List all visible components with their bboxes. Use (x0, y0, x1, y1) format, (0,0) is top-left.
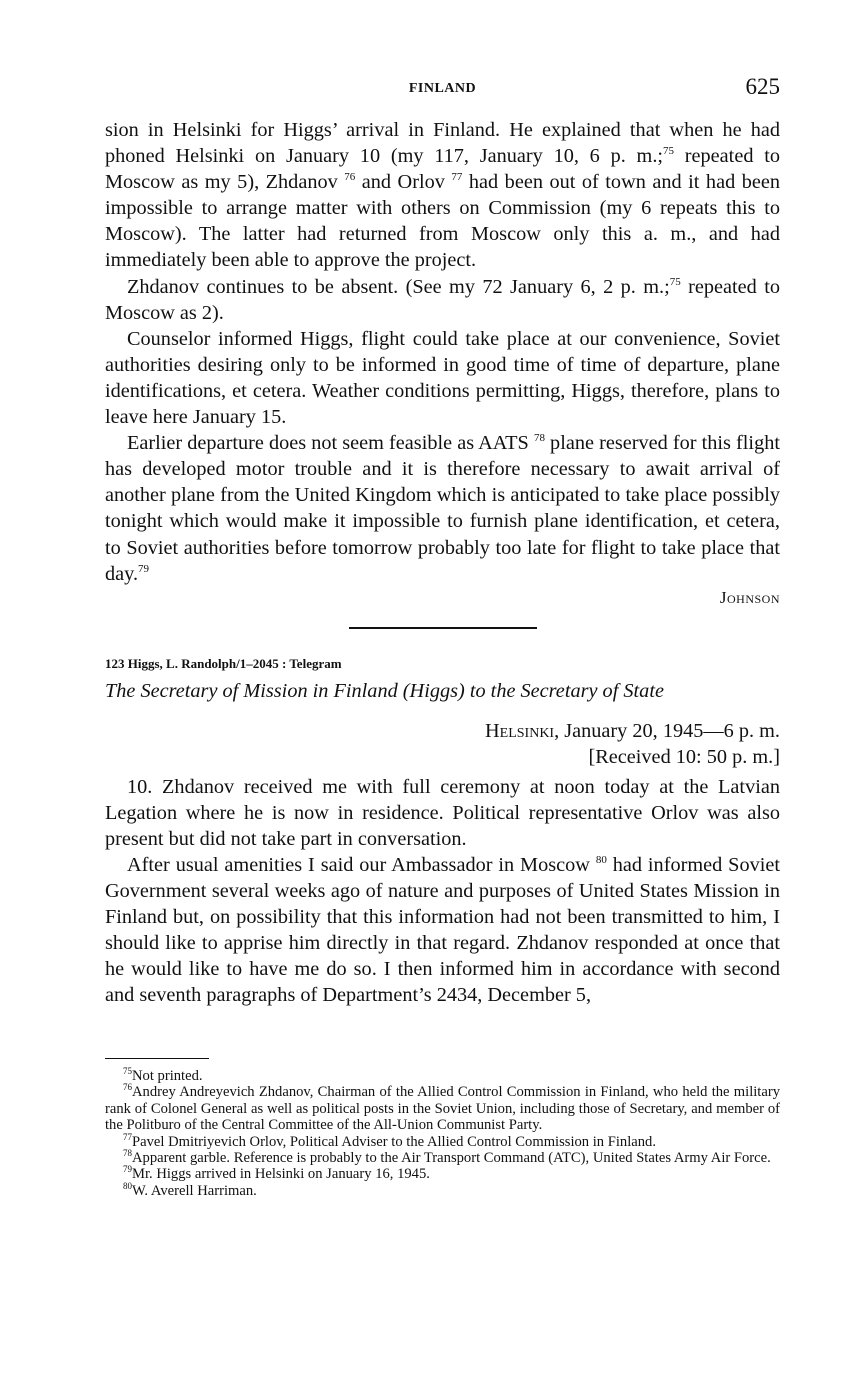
paragraph-earlier-departure (105, 430, 780, 587)
footnote-number: 77 (123, 1131, 132, 1142)
text-run: Zhdanov continues to be absent. (See my 72 January 6, 2 p. m.; (127, 275, 670, 298)
footnote-ref: 77 (451, 171, 463, 184)
document-title: The Secretary of Mission in Finland (Higgs) to the Secretary of State (105, 679, 664, 702)
section-divider (349, 627, 537, 629)
footnote (105, 1068, 780, 1084)
footnote-ref: 75 (669, 275, 681, 288)
file-reference: 123 Higgs, L. Randolph/1–2045 : Telegram (105, 655, 342, 671)
text-run: sion in Helsinki for Higgs’ arrival in Finland. He explained that when he had phoned Helsinki on January 10 (my 117, January 10, 6 p. m.; (105, 119, 780, 168)
running-head: FINLAND (408, 81, 477, 96)
dateline (105, 718, 780, 744)
text-run: After usual amenities I said our Ambassador in Moscow (127, 853, 596, 876)
text-run: and Orlov (355, 171, 452, 194)
dateline-place: Helsinki (485, 719, 555, 742)
footnote-ref: 78 (533, 432, 545, 445)
footnote-text: Not printed. (132, 1068, 203, 1084)
paragraph-continuation (105, 117, 780, 274)
text-run: had been out of town and it had been impossible to arrange matter with others on Commission (my 6 repeats this to Moscow). The latter had returned from Moscow only this a. m., and had immediately been able to approve the project. (105, 171, 781, 272)
signature: Johnson (719, 587, 780, 607)
footnote (105, 1166, 780, 1182)
footnote-ref: 79 (138, 562, 150, 575)
footnote-text: Andrey Andreyevich Zhdanov, Chairman of the Allied Control Commission in Finland, who held the military rank of Colonel General as well as political posts in the Soviet Union, including those of Secretary, and member of the Politburo of the Central Committee of the All-Union Communist Party. (105, 1084, 780, 1134)
footnote-number: 75 (123, 1066, 132, 1077)
footnotes (105, 1068, 780, 1199)
footnote-text: Apparent garble. Reference is probably to the Air Transport Command (ATC), United States Army Air Force. (132, 1150, 771, 1167)
text-run: repeated to Moscow as my 5), Zhdanov (105, 145, 780, 194)
footnote (105, 1084, 780, 1133)
paragraph-zhdanov-absent (105, 274, 780, 326)
paragraph-counselor: Counselor informed Higgs, flight could take place at our convenience, Soviet authorities desiring only to be informed in good time of time of departure, plane identifications, et cetera. Weather conditions permitting, Higgs, therefore, plans to leave here January 15. (105, 327, 780, 429)
footnote (105, 1150, 780, 1166)
footnote-text: W. Averell Harriman. (132, 1182, 257, 1199)
footnote (105, 1180, 780, 1199)
footnote-number: 76 (123, 1082, 132, 1093)
text-run: plane reserved for this flight has developed motor trouble and it is therefore necessary to await arrival of another plane from the United Kingdom which is anticipated to take place possibly tonight which would make it impossible to furnish plane identification, et cetera, to Soviet authorities before tomorrow probably too late for flight to take place that day. (105, 432, 780, 585)
text-run: had informed Soviet Government several weeks ago of nature and purposes of United States Mission in Finland but, on possibility that this information had not been transmitted to him, I should like to apprise him directly in that regard. Zhdanov responded at once that he would like to have me do so. I then informed him in accordance with second and seventh paragraphs of Department’s 2434, December 5, (105, 853, 780, 1007)
page-number: 625 (745, 74, 780, 99)
footnote-ref: 76 (344, 171, 356, 184)
footnote-ref: 75 (663, 145, 675, 158)
text-run: repeated to Moscow as 2). (105, 275, 780, 324)
footnote-number: 79 (123, 1164, 132, 1175)
footnote (105, 1131, 780, 1150)
footnote-number: 80 (123, 1180, 132, 1191)
footnote-text: Pavel Dmitriyevich Orlov, Political Adviser to the Allied Control Commission in Finland. (132, 1133, 656, 1150)
dateline-date: , January 20, 1945—6 p. m. (554, 719, 780, 742)
received-line: [Received 10: 50 p. m.] (588, 745, 780, 768)
footnote-text: Mr. Higgs arrived in Helsinki on January 16, 1945. (132, 1166, 430, 1183)
text-run: Earlier departure does not seem feasible as AATS (127, 432, 534, 455)
paragraph-amenities (105, 852, 780, 1009)
footnote-ref: 80 (595, 854, 607, 867)
page-header (105, 74, 780, 106)
page-body (105, 117, 780, 1009)
footnote-number: 78 (123, 1148, 132, 1159)
footnote-divider (105, 1058, 209, 1059)
paragraph-reception: 10. Zhdanov received me with full ceremony at noon today at the Latvian Legation where he is now in residence. Political representative Orlov was also present but did not take part in conversation. (105, 775, 780, 850)
